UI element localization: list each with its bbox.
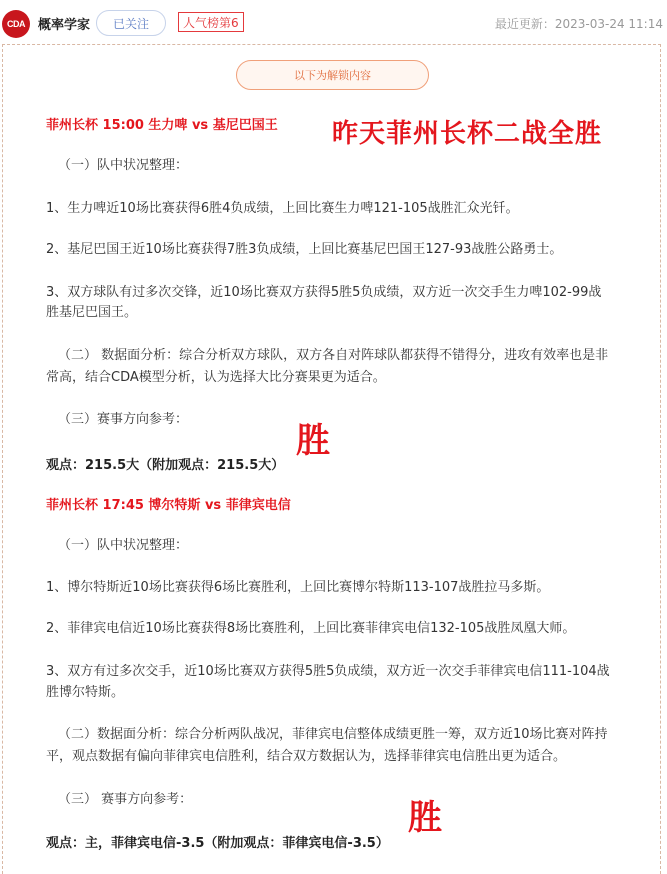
- match1-view: 观点：215.5大（附加观点：215.5大）: [46, 458, 285, 473]
- match1-item-3b: 胜基尼巴国王。: [46, 305, 138, 320]
- match2-item-2: 2、菲律宾电信近10场比赛获得8场比赛胜利，上回比赛菲律宾电信132-105战胜凤凰大师。: [46, 621, 576, 636]
- rank-badge: 人气榜第6: [178, 12, 244, 32]
- match2-section-2a: （二）数据面分析：综合分析两队战况，菲律宾电信整体成绩更胜一筹，双方近10场比赛对阵持: [58, 727, 608, 742]
- overlay-caption: 昨天菲州长杯二战全胜: [332, 119, 603, 149]
- match2-title: 菲州长杯 17:45 博尔特斯 vs 菲律宾电信: [46, 498, 291, 513]
- match1-section-2a: （二） 数据面分析：综合分析双方球队，双方各自对阵球队都获得不错得分，进攻有效率也是非: [58, 348, 609, 363]
- match2-view: 观点：主，菲律宾电信-3.5（附加观点：菲律宾电信-3.5）: [46, 836, 389, 851]
- match1-section-1: （一）队中状况整理：: [58, 158, 189, 173]
- match1-item-1: 1、生力啤近10场比赛获得6胜4负成绩，上回比赛生力啤121-105战胜汇众光钎。: [46, 201, 519, 216]
- header: [0, 0, 667, 44]
- match1-section-2b: 常高，结合CDA模型分析，认为选择大比分赛果更为适合。: [46, 370, 386, 385]
- follow-button[interactable]: 已关注: [96, 10, 166, 36]
- win-stamp-1: 胜: [296, 421, 330, 461]
- match1-title: 菲州长杯 15:00 生力啤 vs 基尼巴国王: [46, 118, 278, 133]
- unlock-label: 以下为解锁内容: [236, 60, 429, 90]
- win-stamp-2: 胜: [408, 798, 442, 838]
- match2-section-3: （三） 赛事方向参考：: [58, 792, 193, 807]
- cda-logo[interactable]: CDA: [2, 10, 30, 38]
- author-name[interactable]: 概率学家: [38, 18, 91, 33]
- match2-item-3b: 胜博尔特斯。: [46, 685, 125, 700]
- match1-section-3: （三）赛事方向参考：: [58, 412, 189, 427]
- match1-item-3a: 3、双方球队有过多次交锋，近10场比赛双方获得5胜5负成绩，双方近一次交手生力啤102-99战: [46, 285, 602, 300]
- updated-time: 最近更新：2023-03-24 11:14: [494, 17, 663, 31]
- match2-section-2b: 平，观点数据有偏向菲律宾电信胜利，结合双方数据认为，选择菲律宾电信胜出更为适合。: [46, 749, 567, 764]
- match2-item-3a: 3、双方有过多次交手，近10场比赛双方获得5胜5负成绩，双方近一次交手菲律宾电信111-104战: [46, 664, 610, 679]
- match2-section-1: （一）队中状况整理：: [58, 538, 189, 553]
- match2-item-1: 1、博尔特斯近10场比赛获得6场比赛胜利，上回比赛博尔特斯113-107战胜拉马多斯。: [46, 580, 550, 595]
- match1-item-2: 2、基尼巴国王近10场比赛获得7胜3负成绩，上回比赛基尼巴国王127-93战胜公路勇士。: [46, 242, 563, 257]
